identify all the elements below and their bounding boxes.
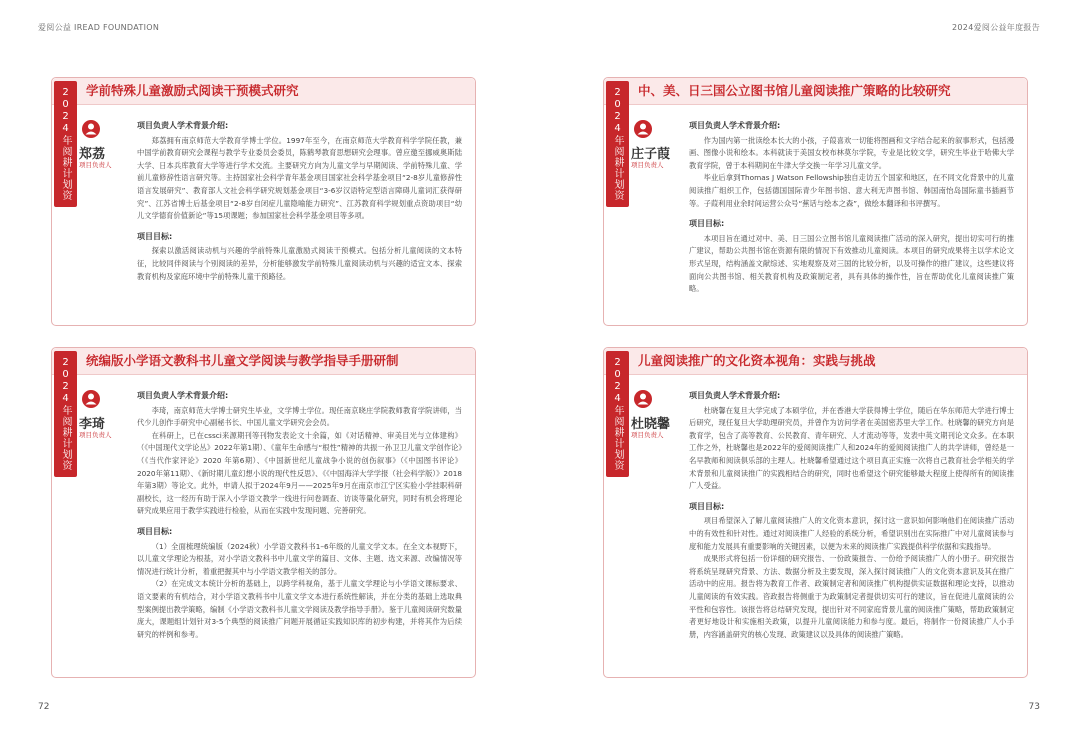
person-icon bbox=[634, 390, 652, 408]
person-name: 李琦 bbox=[79, 417, 106, 432]
person-name: 庄子葭 bbox=[631, 147, 671, 162]
project-card bbox=[589, 77, 1028, 326]
person-name: 郑荔 bbox=[79, 147, 106, 162]
person-icon bbox=[82, 390, 100, 408]
project-title: 统编版小学语文教科书儿童文学阅读与教学指导手册研制 bbox=[86, 353, 399, 368]
project-title: 中、美、日三国公立图书馆儿童阅读推广策略的比较研究 bbox=[638, 83, 951, 98]
background-heading: 项目负责人学术背景介绍: bbox=[137, 391, 229, 400]
background-paragraph: 李琦，南京师范大学博士研究生毕业，文学博士学位。现任南京晓庄学院教师教育学院讲师，当代少儿创作手研究中心副秘书长、中国儿童文学研究会会员。 bbox=[137, 405, 462, 428]
person-name: 杜晓馨 bbox=[631, 417, 671, 432]
background-paragraph: 在科研上，已在cssci来源期刊等刊物发表论文十余篇，如《对话精神、审美目光与立体建构》（《中国现代文学论丛》2022年第1期）、《童年生命感与“根性”精神的共振一孙卫卫儿童文学创作论》（《当代作家评论》2020 年第6期）、《中国新世纪儿童战争小说的创伤叙事》（《中国图书评论》2020年第11期）、《新时期儿童幻想小说的现代性反思》、《《中国海洋大学学报（社会科学版）》2018年第3期）等论文。此外，申请人拟于2024年9月——2025年9月在南京市江宁区实验小学挂职科研副校长，这一经历有助于深入小学语文教学一线进行问卷调查、访谈等量化研究，同时有机会将理论研究成果应用于教学实践进行检验，从而在实践中发现问题、完善研究。 bbox=[137, 430, 462, 516]
project-title: 学前特殊儿童激励式阅读干预模式研究 bbox=[86, 83, 299, 98]
card-body bbox=[689, 390, 1014, 641]
card-body bbox=[137, 390, 462, 641]
program-tab: 2024年阅耕计划资助项目 bbox=[54, 351, 77, 477]
background-heading: 项目负责人学术背景介绍: bbox=[137, 121, 229, 130]
program-tab: 2024年阅耕计划资助项目 bbox=[606, 351, 629, 477]
background-heading: 项目负责人学术背景介绍: bbox=[689, 391, 781, 400]
card-body bbox=[689, 120, 1014, 296]
goal-paragraph: 成果形式将包括一份详细的研究报告、一份政策报告、一份给予阅读推广人的小册子。研究报告将系统呈现研究背景、方法、数据分析及主要发现，深入探讨阅读推广人的文化资本意识及其在推广活动中的应用。报告将为教育工作者、政策制定者和阅读推广机构提供实证数据和理论支持，以推动儿童阅读的有效实践。咨政报告将侧重于为政策制定者提供切实可行的建议，旨在促进儿童阅读的公平性和包容性。该报告将总结研究发现，提出针对不同家庭背景儿童的阅读推广策略，帮助政策制定者更好地设计和实施相关政策，以提升儿童阅读能力和参与度。最后，将制作一份阅读推广人小手册，内容涵盖研究的核心发现、政策建议以及具体的阅读推广策略。 bbox=[689, 554, 1014, 639]
person-role: 项目负责人 bbox=[631, 431, 664, 439]
background-paragraph: 毕业后拿到Thomas J Watson Fellowship独自走访五个国家和地区，在不同文化背景中的儿童阅读推广组织工作，包括德国国际青少年图书馆、意大利无声图书馆、韩国南怡岛国际童书插画节等。子葭利用业余时间运营公众号“蕉话与绘本之森”，做绘本翻译和书评撰写。 bbox=[689, 173, 1014, 208]
person-icon bbox=[634, 120, 652, 138]
header-right: 2024爱阅公益年度报告 bbox=[952, 23, 1040, 32]
program-tab: 2024年阅耕计划资助项目 bbox=[54, 81, 77, 207]
project-card bbox=[37, 347, 476, 678]
person-role: 项目负责人 bbox=[79, 431, 112, 439]
background-heading: 项目负责人学术背景介绍: bbox=[689, 121, 781, 130]
goal-heading: 项目目标: bbox=[137, 526, 173, 536]
goal-paragraph: 探索以激活阅读动机与兴趣的学前特殊儿童激励式阅读干预模式。包括分析儿童阅读的文本特征，比较同伴阅读与个别阅读的差异，分析能够激发学前特殊儿童阅读动机与兴趣的适宜文本、探索教育机构及家庭环境中学前特殊儿童干预路径。 bbox=[137, 246, 462, 281]
goal-heading: 项目目标: bbox=[689, 501, 725, 511]
person-icon bbox=[82, 120, 100, 138]
background-paragraph: 郑荔拥有南京师范大学教育学博士学位。1997年至今，在南京师范大学教育科学学院任教，兼中国学前教育研究会课程与教学专业委员会委员，陈鹤琴教育思想研究会理事。曾应邀至挪威奥斯陆大学、日本兵库教育大学等进行学术交流。主要研究方向为儿童文学与早期阅读、学前特殊儿童、学前儿童修辞性语言研究等。主持国家社会科学青年基金项目国家社会科学基金项目“2-8岁儿童修辞性语言发展研究”、教育部人文社会科学研究规划基金项目“3-6岁汉语特定型语言障碍儿童词汇获得研究”、江苏省博士后基金项目“2-8岁自闭症儿童隐喻能力研究”、江苏教育科学规划重点资助项目“幼儿文学德育价值新论”等15项课题；参加国家社会科学基金项目等多项。 bbox=[137, 135, 462, 221]
project-card bbox=[37, 77, 476, 326]
project-card bbox=[589, 347, 1028, 678]
program-tab: 2024年阅耕计划资助项目 bbox=[606, 81, 629, 207]
page-number-left: 72 bbox=[38, 702, 50, 712]
goal-heading: 项目目标: bbox=[137, 231, 173, 241]
person-role: 项目负责人 bbox=[79, 161, 112, 169]
goal-paragraph: 本项目旨在通过对中、美、日三国公立图书馆儿童阅读推广活动的深入研究，提出切实可行的推广建议，帮助公共图书馆在资源有限的情况下有效推动儿童阅读。本项目的研究成果将主以学术论文形式呈现，结构涵盖文献综述、实地观察及对三国的比较分析，以及可操作的推广建议，这些建议将面向公共图书馆、相关教育机构及政策制定者，具有具体的操作性，旨在帮助优化儿童阅读推广策略。 bbox=[689, 233, 1014, 294]
person-role: 项目负责人 bbox=[631, 161, 664, 169]
goal-paragraph: 项目希望深入了解儿童阅读推广人的文化资本意识，探讨这一意识如何影响他们在阅读推广活动中的有效性和针对性。通过对阅读推广人经验的系统分析，希望识别出在实际推广中对儿童阅读参与度和能力发展具有重要影响的关键因素，以便为未来的阅读推广实践提供科学依据和实践指导。 bbox=[689, 516, 1014, 551]
project-title: 儿童阅读推广的文化资本视角：实践与挑战 bbox=[638, 353, 876, 368]
background-paragraph: 作为国内第一批读绘本长大的小孩，子葭喜欢一切能将图画和文字结合起来的叙事形式，包括漫画、图像小说和绘本。本科就读于美国女校布林莫尔学院，专业是比较文学，研究生毕业于哈佛大学教育学院，曾于本科期间在牛津大学交换一年学习儿童文学。 bbox=[689, 135, 1014, 170]
goal-heading: 项目目标: bbox=[689, 219, 725, 229]
header-left: 爱阅公益 IREAD FOUNDATION bbox=[38, 23, 160, 32]
background-paragraph: 杜晓馨在复旦大学完成了本硕学位，并在香港大学获得博士学位，随后在华东师范大学进行博士后研究，现任复旦大学助理研究员，并曾作为访问学者在美国密苏里大学工作。杜晓馨的研究方向是教育学，包含了高等教育、公民教育、青年研究、人才流动等等，发表中英文期刊论文众多。在本职工作之外，杜晓馨也是2022年的爱阅阅读推广人和2024年的爱阅阅读推广人的共学讲师，曾经是一名早教师和阅读俱乐部的主理人。杜晓馨希望通过这个项目真正实施一次将自己教育社会学相关的学术背景和儿童阅读推广的实践相结合的研究，同时也希望这个研究能够最大程度上使得所有的阅读推广人受益。 bbox=[689, 405, 1014, 491]
page-number-right: 73 bbox=[1028, 702, 1040, 712]
goal-paragraph: （1）全面梳理统编版（2024秋）小学语文教科书1–6年级的儿童文学文本。在全文本视野下，以儿童文学理论为根基，对小学语文教科书中儿童文学的篇目、文体、主题、选文来源、改编情况等情况进行统计分析，着重把握其中与小学语文教学相关的部分。 bbox=[137, 541, 462, 576]
card-body bbox=[137, 120, 462, 283]
goal-paragraph: （2）在完成文本统计分析的基础上，以跨学科视角，基于儿童文学理论与小学语文课标要求、语文要素的有机结合，对小学语文教科书中儿童文学文本进行系统性解读，并在分类的基础上选取典型案例提出教学策略，编制《小学语文教科书儿童文学阅读及教学指导手册》。鉴于儿童阅读研究数量庞大，课题组计划针对3-5个典型的阅读推广问题开展循证实践知识库的初步构建，并将其作为后续研究的样例和参考。 bbox=[137, 579, 462, 639]
